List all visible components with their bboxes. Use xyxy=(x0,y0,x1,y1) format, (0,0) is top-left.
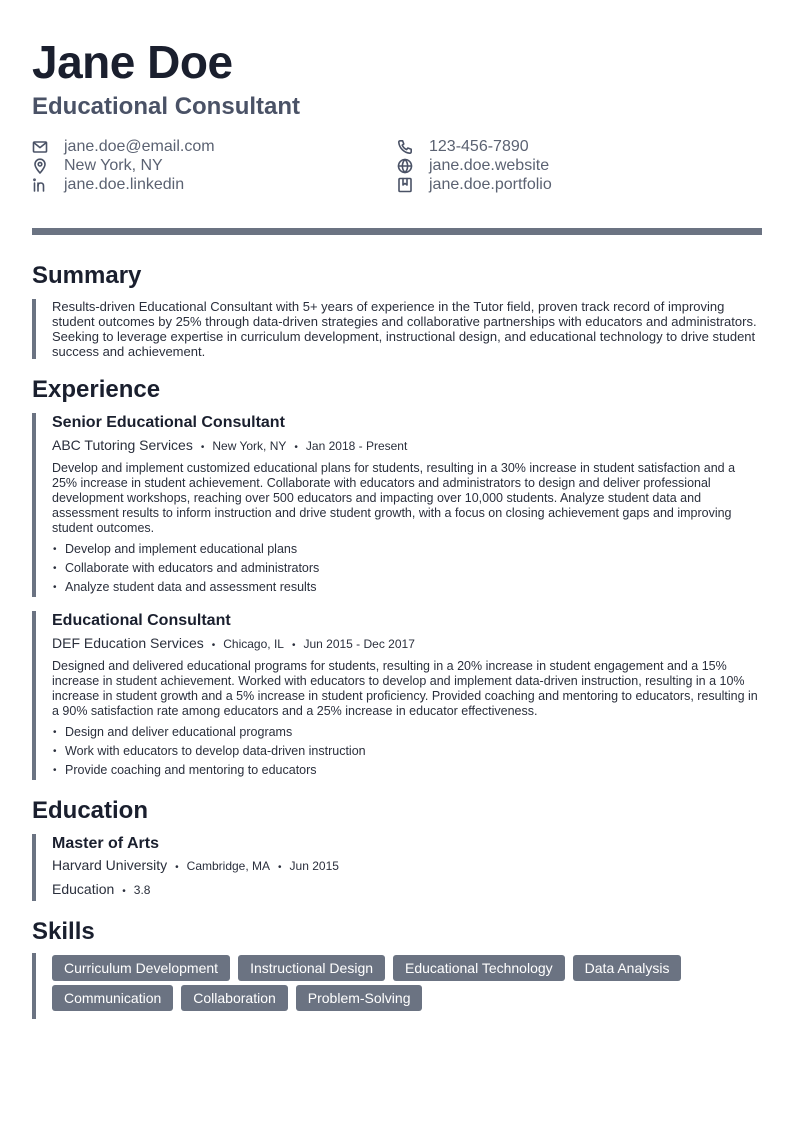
job-bullet: • Work with educators to develop data-driven instruction xyxy=(52,742,762,761)
skill-chip: Educational Technology xyxy=(393,955,565,981)
candidate-name: Jane Doe xyxy=(32,36,233,88)
contact-location-text: New York, NY xyxy=(64,157,163,174)
gpa: 3.8 xyxy=(133,883,151,897)
contact-email-text: jane.doe@email.com xyxy=(64,138,215,155)
linkedin-icon xyxy=(32,177,48,193)
experience-item xyxy=(32,413,762,597)
school-location: Cambridge, MA xyxy=(186,859,271,873)
skill-chip: Problem-Solving xyxy=(296,985,423,1011)
skills-list xyxy=(32,953,692,1019)
summary-heading: Summary xyxy=(32,262,142,289)
job-location: New York, NY xyxy=(212,439,287,453)
skill-chip: Communication xyxy=(52,985,173,1011)
job-bullets xyxy=(52,723,762,780)
contact-list xyxy=(32,138,762,194)
candidate-title: Educational Consultant xyxy=(32,93,301,120)
education-meta xyxy=(52,856,762,877)
contact-website-text: jane.doe.website xyxy=(429,157,550,174)
bookmark-icon xyxy=(397,177,413,193)
map-pin-icon xyxy=(32,158,48,174)
job-bullet: • Develop and implement educational plans xyxy=(52,540,762,559)
job-description: Develop and implement customized educational plans for students, resulting in a 30% increase in student satisfaction and a 25% increase in student achievement. Collaborate with educators and administrators to design and deliver professional development workshops, reaching over 500 educators and impacting over 10,000 students. Analyze student data and assessment results to inform instruction and drive student growth, with a focus on closing achievement gaps and improving student outcomes. xyxy=(52,461,736,535)
job-title: Senior Educational Consultant xyxy=(52,414,285,431)
contact-portfolio-text: jane.doe.portfolio xyxy=(429,176,552,193)
experience-item xyxy=(32,611,762,780)
skill-chip: Curriculum Development xyxy=(52,955,230,981)
skill-chip: Collaboration xyxy=(181,985,288,1011)
summary-text: Results-driven Educational Consultant with 5+ years of experience in the Tutor field, proven track record of improving student outcomes by 25% through data-driven strategies and collaborative partnerships with educators and administrators. Seeking to leverage expertise in curriculum development, instructional design, and educational technology to drive student success and achievement. xyxy=(32,299,762,359)
separator-dot: • xyxy=(200,442,205,453)
separator-dot: • xyxy=(294,442,298,453)
job-dates: Jun 2015 - Dec 2017 xyxy=(303,637,415,651)
contact-linkedin-text: jane.doe.linkedin xyxy=(64,176,185,193)
field-of-study: Education xyxy=(52,881,115,897)
job-bullet: • Design and deliver educational programs xyxy=(52,723,762,742)
job-dates: Jan 2018 - Present xyxy=(305,439,408,453)
contact-linkedin[interactable] xyxy=(32,176,397,194)
contact-website[interactable] xyxy=(397,157,762,175)
contact-portfolio[interactable] xyxy=(397,176,762,194)
job-bullet: • Provide coaching and mentoring to educators xyxy=(52,761,762,780)
envelope-icon xyxy=(32,139,48,155)
education-detail xyxy=(52,880,762,901)
contact-phone-text: 123-456-7890 xyxy=(429,138,529,155)
skill-chip: Data Analysis xyxy=(573,955,682,981)
experience-heading: Experience xyxy=(32,376,161,403)
job-meta xyxy=(52,634,762,655)
job-bullet: • Analyze student data and assessment results xyxy=(52,578,762,597)
resume-header xyxy=(32,36,762,194)
contact-phone[interactable] xyxy=(397,138,762,156)
separator-dot: • xyxy=(122,886,126,897)
job-bullet: • Collaborate with educators and administrators xyxy=(52,559,762,578)
skills-heading: Skills xyxy=(32,918,95,945)
job-meta xyxy=(52,436,762,457)
school-name: Harvard University xyxy=(52,857,168,873)
graduation-date: Jun 2015 xyxy=(289,859,339,873)
globe-icon xyxy=(397,158,413,174)
job-location: Chicago, IL xyxy=(223,637,284,651)
separator-dot: • xyxy=(211,640,216,651)
header-divider xyxy=(32,228,762,235)
job-title: Educational Consultant xyxy=(52,612,231,629)
contact-location xyxy=(32,157,397,175)
contact-email[interactable] xyxy=(32,138,397,156)
degree-title: Master of Arts xyxy=(52,835,159,852)
skill-chip: Instructional Design xyxy=(238,955,385,981)
separator-dot: • xyxy=(278,862,282,873)
job-company: DEF Education Services xyxy=(52,635,204,651)
separator-dot: • xyxy=(175,862,179,873)
education-item xyxy=(32,834,762,901)
phone-icon xyxy=(397,139,413,155)
job-company: ABC Tutoring Services xyxy=(52,437,193,453)
job-description: Designed and delivered educational programs for students, resulting in a 20% increase in student engagement and a 15% increase in student achievement. Worked with educators to develop and implement data-driven instruction, resulting in a 10% increase in student growth and a 5% increase in student proficiency. Provided coaching and mentoring to educators, resulting in a 90% satisfaction rate among educators and a 25% increase in educator effectiveness. xyxy=(52,659,758,718)
resume-page xyxy=(32,0,762,1019)
separator-dot: • xyxy=(291,640,296,651)
job-bullets xyxy=(52,540,762,597)
education-heading: Education xyxy=(32,797,149,824)
